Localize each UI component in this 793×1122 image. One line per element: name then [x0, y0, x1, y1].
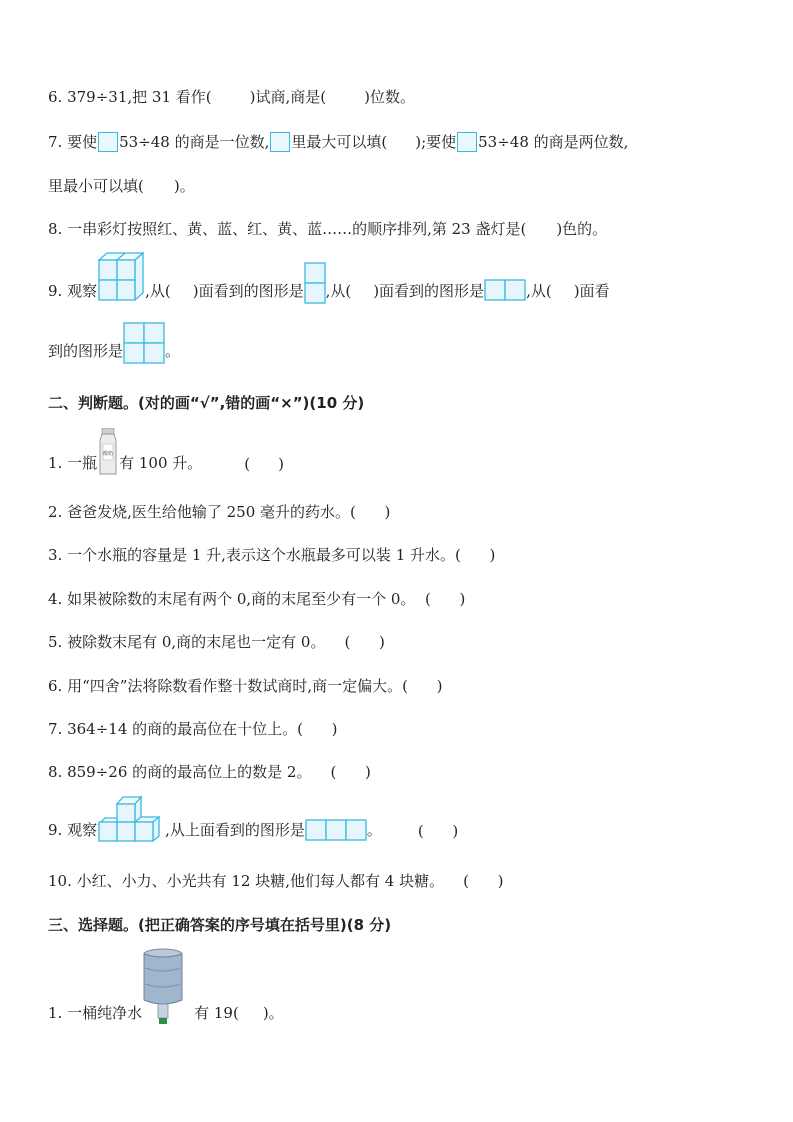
yogurt-bottle-icon — [97, 428, 119, 476]
judge-7 — [48, 718, 337, 739]
judge-10 — [48, 870, 503, 891]
j1-paren-open: ( — [244, 455, 251, 473]
q7-text-g: )。 — [173, 177, 195, 195]
judge-3 — [48, 544, 495, 565]
q7-text-a: 7. 要使 — [48, 133, 98, 151]
j6-text: 6. 用“四舍”法将除数看作整十数试商时,商一定偏大。( ) — [48, 677, 443, 695]
q9-text-i: 。 — [165, 342, 181, 360]
q9-text-g: )面看 — [573, 282, 610, 300]
q7-text-e: 53÷48 的商是两位数, — [478, 133, 629, 151]
q9-text-c: )面看到的图形是 — [192, 282, 304, 300]
j1-text-b: 有 100 升。 — [119, 454, 203, 472]
q9-text-e: )面看到的图形是 — [373, 282, 485, 300]
choice-1 — [48, 948, 284, 1026]
q9-text-a: 9. 观察 — [48, 282, 98, 300]
section-title: 三、选择题。(把正确答案的序号填在括号里)(8 分) — [48, 916, 392, 934]
section-3-title — [48, 914, 391, 935]
c1-text-b: 有 19( — [194, 1004, 239, 1022]
judge-8 — [48, 761, 371, 782]
bottle-label: 酸奶 — [103, 451, 114, 457]
j9-text-d: ( ) — [417, 822, 459, 840]
top-view-figure — [123, 322, 165, 364]
q8-text-b: )色的。 — [556, 220, 608, 238]
q9-text-f: ,从( — [526, 282, 552, 300]
judge-2 — [48, 501, 390, 522]
q9-text-d: ,从( — [325, 282, 352, 300]
judge-1 — [48, 428, 284, 476]
judge-4 — [48, 588, 465, 609]
question-6 — [48, 86, 415, 107]
question-8 — [48, 218, 607, 239]
q8-text-a: 8. 一串彩灯按照红、黄、蓝、红、黄、蓝……的顺序排列,第 23 盏灯是( — [48, 220, 527, 238]
q7-text-d: );要使 — [415, 133, 457, 151]
question-7-cont — [48, 175, 195, 196]
side-view-figure — [304, 262, 326, 304]
question-9-cont — [48, 322, 180, 364]
j5-text: 5. 被除数末尾有 0,商的末尾也一定有 0。 ( ) — [48, 633, 385, 651]
question-7 — [48, 131, 628, 152]
blank-square-box — [270, 132, 290, 152]
judge-5 — [48, 631, 385, 652]
j4-text: 4. 如果被除数的末尾有两个 0,商的末尾至少有一个 0。 ( ) — [48, 590, 466, 608]
q9-text-b: ,从( — [145, 282, 171, 300]
j9-text-b: ,从上面看到的图形是 — [165, 821, 305, 839]
blank-square-box — [457, 132, 477, 152]
c1-text-a: 1. 一桶纯净水 — [48, 1004, 143, 1022]
c1-text-c: )。 — [262, 1004, 284, 1022]
question-9 — [48, 252, 610, 304]
j8-text: 8. 859÷26 的商的最高位上的数是 2。 ( ) — [48, 763, 371, 781]
q6-text-a: 6. 379÷31,把 31 看作( — [48, 88, 212, 106]
q7-text-b: 53÷48 的商是一位数, — [119, 133, 270, 151]
cube-stack-figure — [97, 252, 145, 304]
judge-6 — [48, 675, 443, 696]
top-view-figure — [305, 819, 367, 841]
q6-text-c: )位数。 — [364, 88, 415, 106]
j7-text: 7. 364÷14 的商的最高位在十位上。( ) — [48, 720, 338, 738]
q7-text-f: 里最小可以填( — [48, 177, 144, 195]
j9-text-a: 9. 观察 — [48, 821, 98, 839]
j2-text: 2. 爸爸发烧,医生给他输了 250 毫升的药水。( ) — [48, 503, 391, 521]
section-title: 二、判断题。(对的画“√”,错的画“×”)(10 分) — [48, 394, 365, 412]
q6-text-b: )试商,商是( — [249, 88, 327, 106]
water-bucket-icon — [142, 948, 184, 1026]
j9-text-c: 。 — [366, 821, 382, 839]
judge-9 — [48, 795, 458, 843]
cube-stack-figure — [97, 795, 165, 843]
j10-text: 10. 小红、小力、小光共有 12 块糖,他们每人都有 4 块糖。 ( ) — [48, 872, 504, 890]
front-view-figure — [484, 279, 526, 301]
j1-paren-close: ) — [278, 455, 284, 473]
j3-text: 3. 一个水瓶的容量是 1 升,表示这个水瓶最多可以装 1 升水。( ) — [48, 546, 496, 564]
q7-text-c: 里最大可以填( — [291, 133, 388, 151]
section-2-title — [48, 392, 364, 413]
j1-text-a: 1. 一瓶 — [48, 454, 98, 472]
q9-text-h: 到的图形是 — [48, 342, 124, 360]
blank-square-box — [98, 132, 118, 152]
